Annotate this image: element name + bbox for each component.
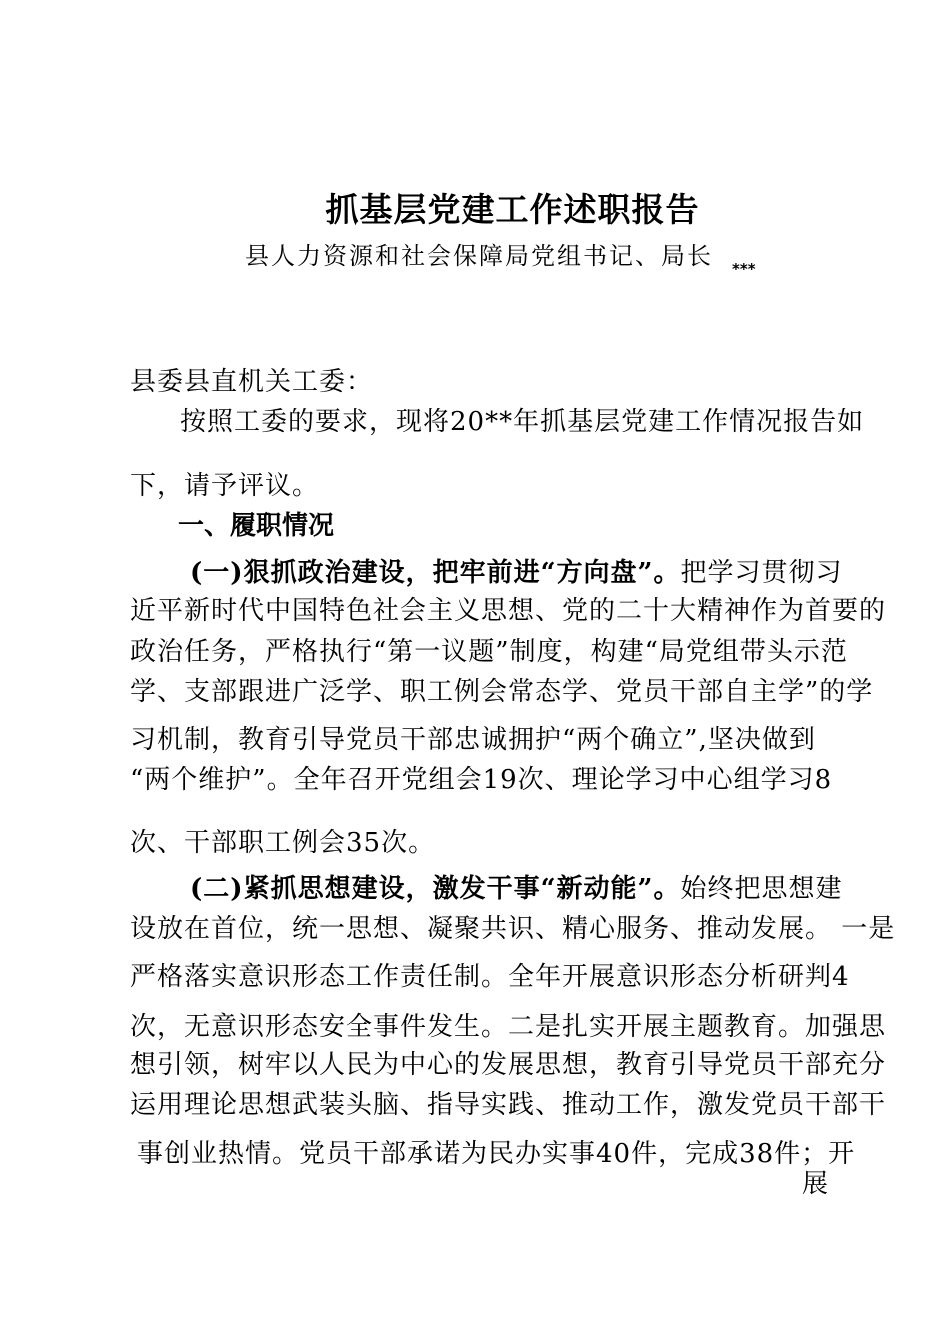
item2-line-0: 始终把思想建 xyxy=(680,874,843,904)
item1-line-4: 习机制，教育引导党员干部忠诚拥护“两个确立”,坚决做到 xyxy=(130,725,816,755)
author-name: *** xyxy=(732,260,756,278)
item1-line-1: 近平新时代中国特色社会主义思想、党的二十大精神作为首要的 xyxy=(130,596,887,626)
intro-line-2: 下，请予评议。 xyxy=(130,471,320,501)
salutation: 县委县直机关工委： xyxy=(130,367,374,397)
item1-line-6: 次、干部职工例会35次。 xyxy=(130,828,436,858)
document-subtitle: 县人力资源和社会保障局党组书记、局长 xyxy=(245,242,713,270)
document-title: 抓基层党建工作述职报告 xyxy=(325,190,700,229)
intro-line-1: 按照工委的要求，现将20**年抓基层党建工作情况报告如 xyxy=(180,407,865,437)
item2-line-3: 次，无意识形态安全事件发生。二是扎实开展主题教育。加强思 xyxy=(130,1012,887,1042)
item1-line-2: 政治任务，严格执行“第一议题”制度，构建“局党组带头示范 xyxy=(130,637,848,667)
item2-line-1: 设放在首位，统一思想、凝聚共识、精心服务、推动发展。 一是 xyxy=(130,914,896,944)
item2-line-2: 严格落实意识形态工作责任制。全年开展意识形态分析研判4 xyxy=(130,962,850,992)
item2-line-7: 展 xyxy=(802,1169,830,1199)
item1-first-line xyxy=(190,557,843,589)
item1-line-3: 学、支部跟进广泛学、职工例会常态学、党员干部自主学”的学 xyxy=(130,677,874,707)
item2-line-5: 运用理论思想武装头脑、指导实践、推动工作，激发党员干部干 xyxy=(130,1090,887,1120)
section-heading: 一、履职情况 xyxy=(178,511,335,541)
item2-line-4: 想引领，树牢以人民为中心的发展思想，教育引导党员干部充分 xyxy=(130,1050,887,1080)
item2-heading: (二)紧抓思想建设，激发干事“新动能”。 xyxy=(190,874,681,904)
item2-first-line xyxy=(190,873,843,905)
item1-line-5: “两个维护”。全年召开党组会19次、理论学习中心组学习8 xyxy=(130,765,833,795)
item2-line-6: 事创业热情。党员干部承诺为民办实事40件，完成38件；开 xyxy=(137,1139,856,1169)
item1-line-0: 把学习贯彻习 xyxy=(680,558,843,588)
item1-heading: (一)狠抓政治建设，把牢前进“方向盘”。 xyxy=(190,558,681,588)
